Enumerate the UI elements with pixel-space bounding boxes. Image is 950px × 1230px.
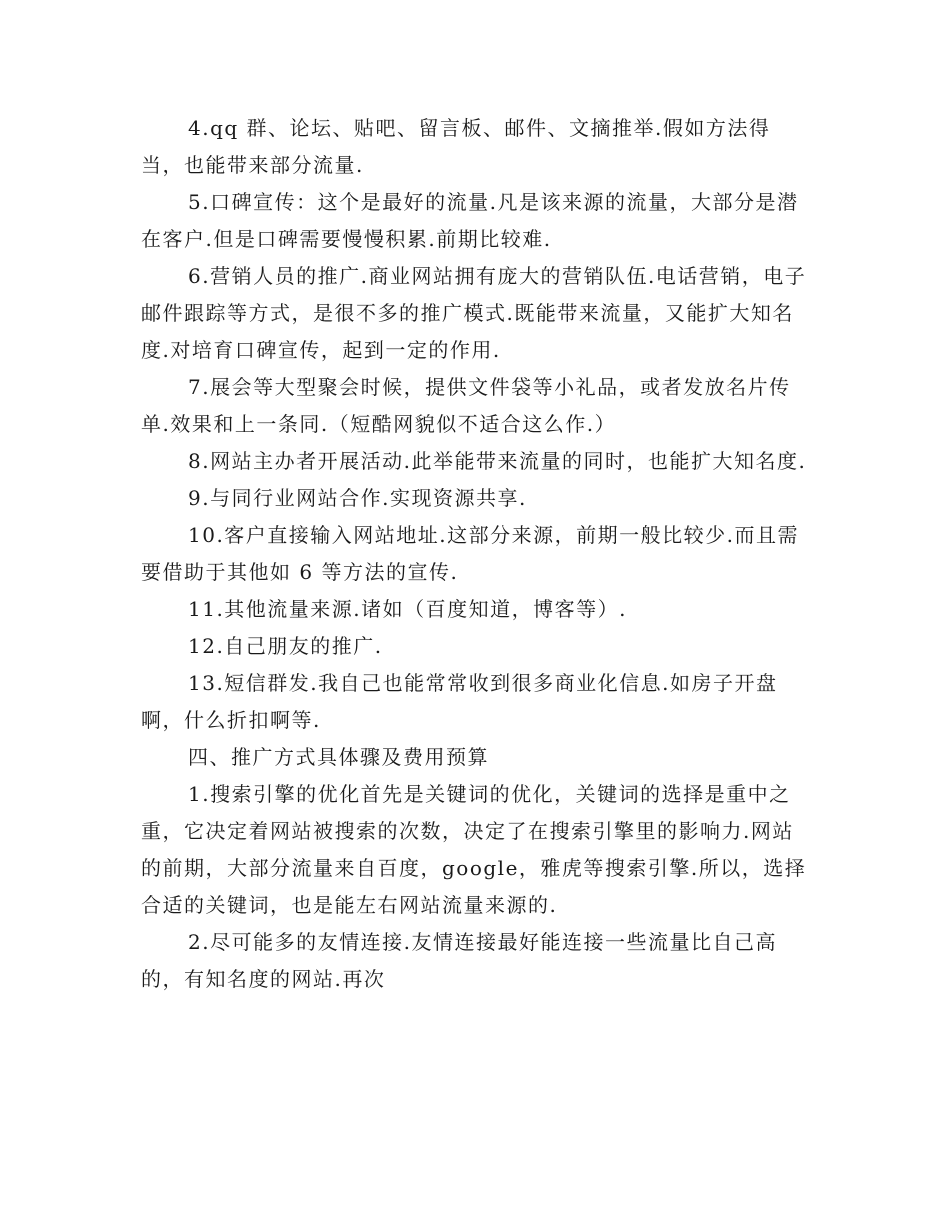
paragraph-step-2: 2.尽可能多的友情连接.友情连接最好能连接一些流量比自己高的，有知名度的网站.再次 [141,930,777,991]
paragraph-step-1: 1.搜索引擎的优化首先是关键词的优化，关键词的选择是重中之重，它决定着网站被搜索的次数，决定了在搜索引擎里的影响力.网站的前期，大部分流量来自百度，google，雅虎等搜索引擎.所以，选择合适的关键词，也是能左右网站流量来源的. [141,782,807,917]
document-page [141,110,813,998]
paragraph-item-11: 11.其他流量来源.诸如（百度知道，博客等）. [188,597,628,621]
paragraph-item-13: 13.短信群发.我自己也能常常收到很多商业化信息.如房子开盘啊，什么折扣啊等. [141,671,778,732]
paragraph-item-6: 6.营销人员的推广.商业网站拥有庞大的营销队伍.电话营销，电子邮件跟踪等方式，是很不多的推广模式.既能带来流量，又能扩大知名度.对培育口碑宣传，起到一定的作用. [141,264,807,362]
paragraph-item-7: 7.展会等大型聚会时候，提供文件袋等小礼品，或者发放名片传单.效果和上一条同.（短酷网貌似不适合这么作.） [141,375,791,436]
paragraph-item-12: 12.自己朋友的推广. [188,634,383,658]
section-heading: 四、推广方式具体骤及费用预算 [188,745,489,769]
paragraph-item-10: 10.客户直接输入网站地址.这部分来源，前期一般比较少.而且需要借助于其他如 6 等方法的宣传. [141,523,800,584]
paragraph-item-4: 4.qq 群、论坛、贴吧、留言板、邮件、文摘推举.假如方法得当，也能带来部分流量. [141,116,771,177]
paragraph-item-9: 9.与同行业网站合作.实现资源共享. [188,486,527,510]
paragraph-item-5: 5.口碑宣传：这个是最好的流量.凡是该来源的流量，大部分是潜在客户.但是口碑需要慢慢积累.前期比较难. [141,190,799,251]
paragraph-item-8: 8.网站主办者开展活动.此举能带来流量的同时，也能扩大知名度. [188,449,807,473]
